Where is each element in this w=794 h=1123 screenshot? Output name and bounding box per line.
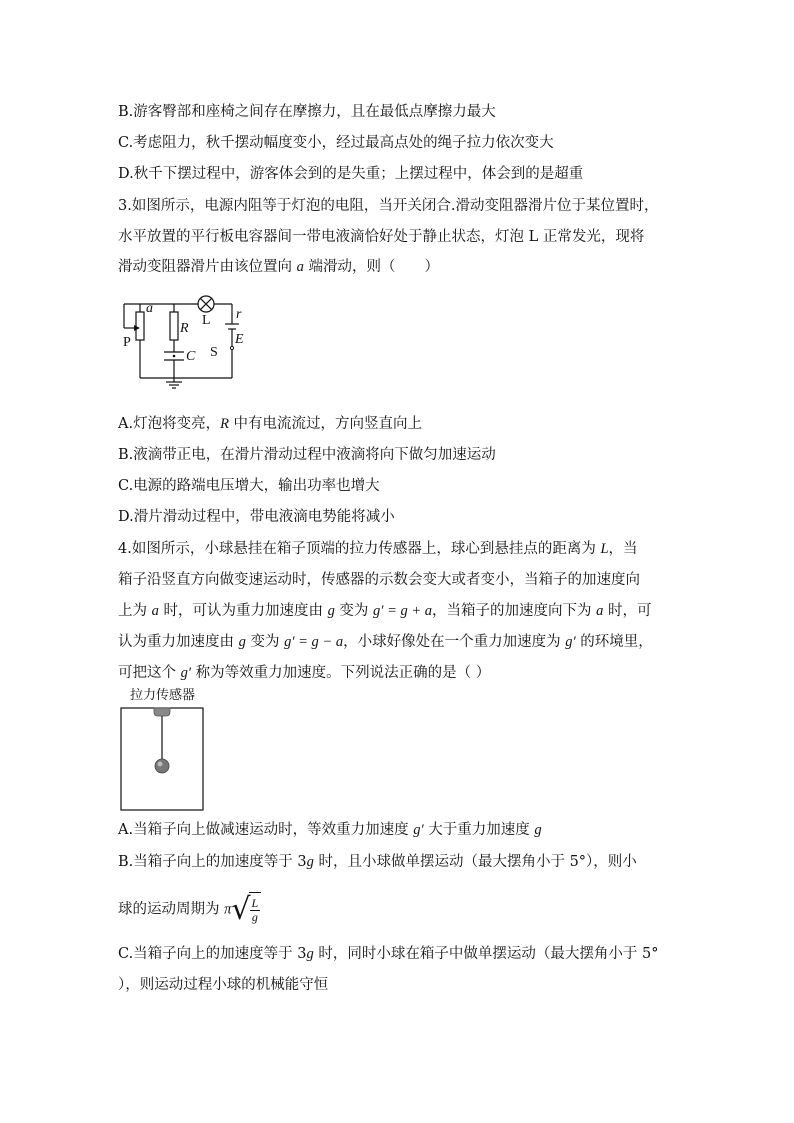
label-P: P bbox=[123, 335, 131, 350]
q4-option-c-line-2: ），则运动过程小球的机械能守恒 bbox=[118, 977, 329, 993]
q2-option-b: B.游客臀部和座椅之间存在摩擦力，且在最低点摩擦力最大 bbox=[118, 104, 496, 120]
q4-option-b-line-1: B.当箱子向上的加速度等于 3g 时，且小球做单摆运动（最大摆角小于 5°），则小 bbox=[118, 854, 637, 870]
q2-option-c: C.考虑阻力，秋千摆动幅度变小，经过最高点处的绳子拉力依次变大 bbox=[118, 135, 554, 151]
q4-stem-line-5: 可把这个 g′ 称为等效重力加速度。下列说法正确的是（ ） bbox=[118, 665, 491, 681]
label-L: L bbox=[202, 313, 211, 328]
q3-option-c: C.电源的路端电压增大，输出功率也增大 bbox=[118, 478, 380, 494]
q4-stem-line-2: 箱子沿竖直方向做变速运动时，传感器的示数会变大或者变小，当箱子的加速度向 bbox=[118, 572, 640, 588]
sqrt-formula: √ $\frac{L}{g}$ bbox=[231, 892, 261, 927]
label-a: a bbox=[146, 301, 153, 316]
q3-stem-line-2: 水平放置的平行板电容器间一带电液滴恰好处于静止状态，灯泡 L 正常发光，现将 bbox=[118, 229, 645, 245]
q3-option-d: D.滑片滑动过程中，带电液滴电势能将减小 bbox=[118, 509, 395, 525]
q4-stem-line-1: 4.如图所示，小球悬挂在箱子顶端的拉力传感器上，球心到悬挂点的距离为 L，当 bbox=[118, 541, 638, 557]
circuit-diagram bbox=[112, 288, 252, 398]
label-R: R bbox=[180, 321, 189, 336]
pendulum-box-diagram bbox=[118, 704, 206, 814]
label-r: r bbox=[236, 307, 242, 322]
q3-option-b: B.液滴带正电，在滑片滑动过程中液滴将向下做匀加速运动 bbox=[118, 447, 496, 463]
label-E: E bbox=[235, 332, 244, 347]
label-C: C bbox=[186, 349, 196, 364]
q2-option-d: D.秋千下摆过程中，游客体会到的是失重；上摆过程中，体会到的是超重 bbox=[118, 166, 584, 182]
q4-stem-line-4: 认为重力加速度由 g 变为 g′ = g − a，小球好像处在一个重力加速度为 g′ 的环境里， bbox=[118, 634, 653, 650]
q4-option-b-line-2: 球的运动周期为 π √ $\frac{L}{g}$ bbox=[118, 892, 261, 927]
q4-option-c-line-1: C.当箱子向上的加速度等于 3g 时，同时小球在箱子中做单摆运动（最大摆角小于 5° bbox=[118, 946, 659, 962]
q3-stem-line-3: 滑动变阻器滑片由该位置向 a 端滑动，则（ ） bbox=[118, 259, 439, 275]
q4-option-a: A.当箱子向上做减速运动时，等效重力加速度 g′ 大于重力加速度 g bbox=[118, 822, 542, 838]
q3-option-a: A.灯泡将变亮，R 中有电流流过，方向竖直向上 bbox=[118, 416, 423, 432]
q4-stem-line-3: 上为 a 时，可认为重力加速度由 g 变为 g′ = g + a，当箱子的加速度向下为 a 时，可 bbox=[118, 603, 652, 619]
label-S: S bbox=[210, 345, 218, 360]
sensor-label: 拉力传感器 bbox=[130, 688, 196, 703]
q3-stem-line-1: 3.如图所示，电源内阻等于灯泡的电阻，当开关闭合.滑动变阻器滑片位于某位置时， bbox=[118, 198, 659, 214]
